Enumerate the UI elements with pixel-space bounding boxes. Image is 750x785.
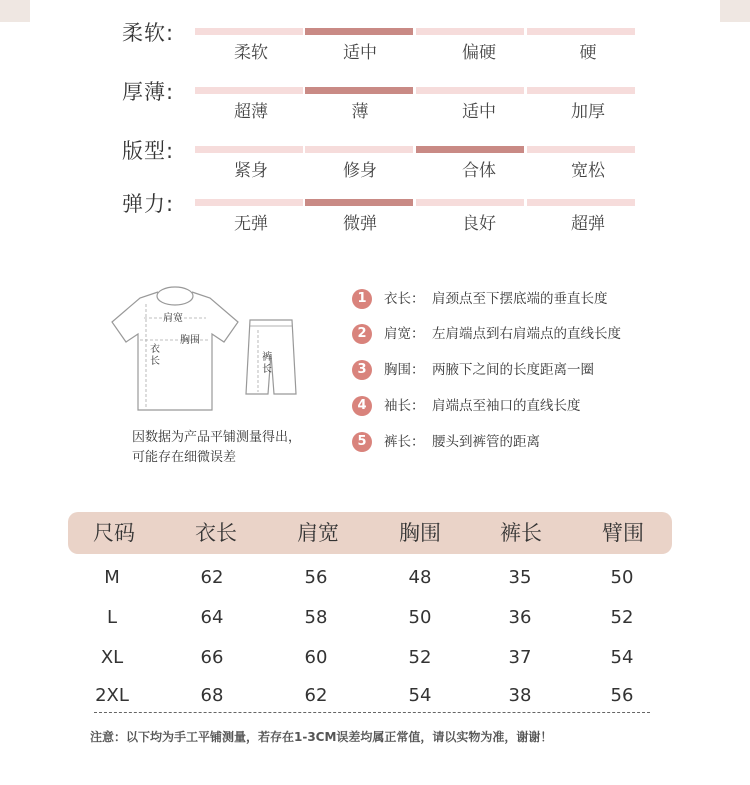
number-badge: 3 [352,360,372,380]
measurement-diagram [100,282,340,422]
collar-icon [157,287,193,305]
attr-row-thickness [0,79,750,129]
attr-name: 厚薄: [122,80,175,104]
table-cell: 62 [304,685,328,706]
table-cell: 52 [408,647,432,668]
corner-decoration-right [720,0,750,22]
legend-label: 衣长： [384,291,425,307]
column-header: 衣长 [195,521,237,545]
legend-desc: 腰头到裤管的距离 [432,434,540,450]
attr-option: 微弹 [343,214,377,234]
attr-option: 合体 [462,161,496,181]
column-header: 肩宽 [297,521,339,545]
label-length: 衣长 [150,344,160,367]
table-cell: M [104,567,120,588]
table-row [0,558,750,598]
dashed-divider [94,712,650,713]
number-badge: 4 [352,396,372,416]
attr-row-fit [0,138,750,188]
legend-desc: 左肩端点到右肩端点的直线长度 [432,326,621,342]
table-cell: 35 [508,567,532,588]
label-chest: 胸围 [180,335,200,346]
garment-illustration [100,282,340,422]
number-badge: 2 [352,324,372,344]
attr-name: 版型: [122,139,175,163]
attr-bar-selected [305,87,413,94]
label-shoulder: 肩宽 [163,313,183,324]
attr-bar [195,146,303,153]
table-cell: 37 [508,647,532,668]
table-cell: L [106,607,118,628]
legend-desc: 肩颈点至下摆底端的垂直长度 [432,291,608,307]
attr-option: 宽松 [571,161,605,181]
attr-bar [305,146,413,153]
attr-option: 超弹 [571,214,605,234]
table-row [0,676,750,716]
table-cell: 52 [610,607,634,628]
number-badge: 5 [352,432,372,452]
table-cell: 50 [610,567,634,588]
label-pants-length: 裤长 [262,352,272,375]
table-cell: 36 [508,607,532,628]
legend-label: 胸围： [384,362,425,378]
legend-label: 裤长： [384,434,425,450]
attr-bar [527,199,635,206]
table-cell: 2XL [95,685,129,706]
attr-name: 柔软: [122,21,175,45]
attr-option: 修身 [343,161,377,181]
measurement-note [132,428,352,468]
column-header: 尺码 [93,521,135,545]
tshirt-icon [112,292,238,410]
attr-option: 适中 [462,102,496,122]
table-cell: XL [100,647,124,668]
table-cell: 54 [610,647,634,668]
table-cell: 56 [610,685,634,706]
attr-bar [527,146,635,153]
legend-desc: 肩端点至袖口的直线长度 [432,398,581,414]
table-cell: 56 [304,567,328,588]
size-table-header [68,512,672,554]
table-cell: 58 [304,607,328,628]
attr-option: 良好 [462,214,496,234]
attr-bar [416,87,524,94]
table-row [0,638,750,678]
table-cell: 48 [408,567,432,588]
table-cell: 66 [200,647,224,668]
table-row [0,598,750,638]
attr-bar-selected [416,146,524,153]
table-cell: 38 [508,685,532,706]
footer-note: 注意：以下均为手工平铺测量，若存在1-3CM误差均属正常值，请以实物为准，谢谢！ [90,730,553,744]
attr-bar [195,87,303,94]
legend-desc: 两腋下之间的长度距离一圈 [432,362,594,378]
corner-decoration-left [0,0,30,22]
attr-bar [416,199,524,206]
column-header: 裤长 [500,521,542,545]
legend-label: 袖长： [384,398,425,414]
attr-bar [416,28,524,35]
table-cell: 64 [200,607,224,628]
table-cell: 60 [304,647,328,668]
attr-name: 弹力: [122,192,175,216]
attr-option: 无弹 [234,214,268,234]
attr-option: 超薄 [234,102,268,122]
attr-bar [195,28,303,35]
attr-option: 适中 [343,43,377,63]
column-header: 胸围 [399,521,441,545]
column-header: 臂围 [602,521,644,545]
attr-bar [527,28,635,35]
attr-row-elasticity [0,191,750,241]
legend-label: 肩宽： [384,326,425,342]
table-cell: 68 [200,685,224,706]
attr-option: 紧身 [234,161,268,181]
table-cell: 50 [408,607,432,628]
attr-row-softness [0,20,750,70]
attr-option: 柔软 [234,43,268,63]
note-line: 可能存在细微误差 [132,450,237,465]
table-cell: 54 [408,685,432,706]
note-line: 因数据为产品平铺测量得出， [132,430,302,445]
attr-bar-selected [305,199,413,206]
number-badge: 1 [352,289,372,309]
attr-bar [195,199,303,206]
attr-option: 薄 [351,102,369,122]
attr-option: 偏硬 [462,43,496,63]
attr-bar-selected [305,28,413,35]
table-cell: 62 [200,567,224,588]
attr-option: 硬 [579,43,597,63]
attr-bar [527,87,635,94]
attr-option: 加厚 [571,102,605,122]
